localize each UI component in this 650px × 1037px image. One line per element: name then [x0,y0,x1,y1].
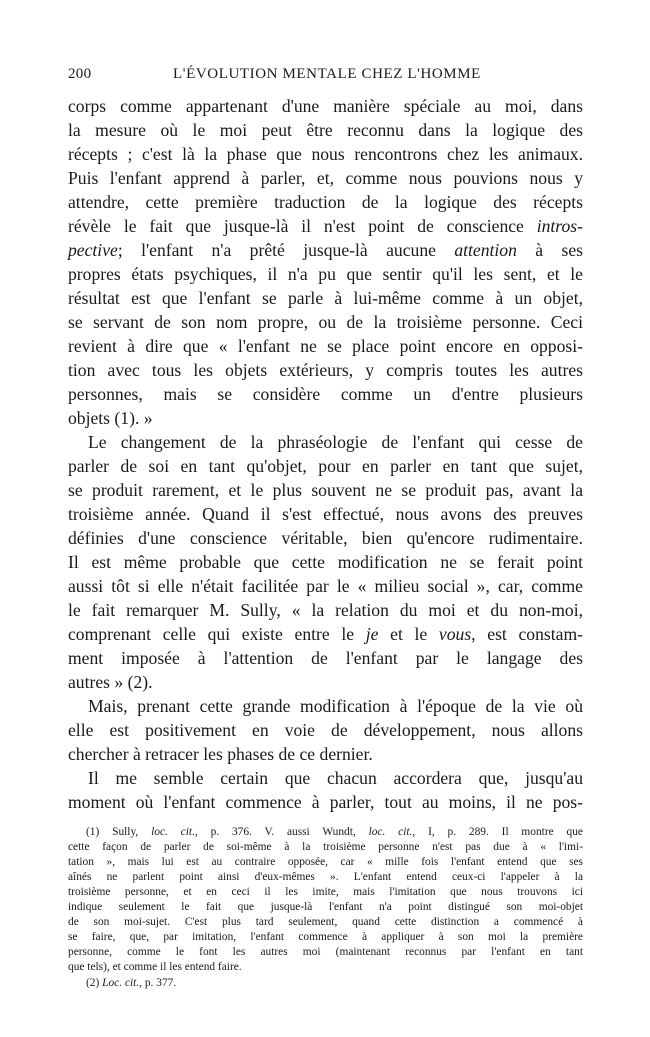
text-line: personnes, mais se considère comme un d'entre plusieurs [68,384,583,404]
italic-run: pective [68,240,118,260]
text-run: révèle le fait que jusque-là il n'est point de conscience [68,216,537,236]
text-run: (1) Sully, [86,826,152,838]
footnote-2 [86,976,583,991]
text-run: et le [378,624,439,644]
text-run: à ses [516,240,584,260]
text-line: chercher à retracer les phases de ce dernier. [68,744,373,764]
text-line: définies d'une conscience véritable, bien qu'encore rudimentaire. [68,528,583,548]
italic-run: Loc. cit. [102,977,140,989]
text-run: (2) [86,977,103,989]
footnote-line: de son moi-sujet. C'est plus tard seulement, quand cette distinction a commencé à [68,916,583,928]
italic-run: attention [454,240,517,260]
text-line: se produit rarement, et le plus souvent ne se produit pas, avant la [68,480,583,500]
text-line: propres états psychiques, il n'a pu que sentir qu'il les sent, et le [68,264,583,284]
footnote-line: aînés ne parlent point ainsi d'eux-mêmes ». L'enfant entend ceux-ci l'appeler à la [68,871,583,883]
text-line: Il est même probable que cette modification ne se ferait point [68,552,583,572]
footnote-line: personne, comme le font les autres moi (maintenant reconnus par l'enfant en tant [68,946,583,958]
paragraph-first-line: Le changement de la phraséologie de l'enfant qui cesse de [88,432,583,452]
text-line: parler de soi en tant qu'objet, pour en parler en tant que sujet, [68,456,583,476]
italic-run: je [365,624,379,644]
text-line: résultat est que l'enfant se parle à lui-même comme à un objet, [68,288,583,308]
text-line: moment où l'enfant commence à parler, tout au moins, il ne pos- [68,792,583,812]
text-line: tion avec tous les objets extérieurs, y compris toutes les autres [68,360,583,380]
text-run: , p. 376. V. aussi Wundt, [194,826,369,838]
text-line: aussi tôt si elle n'était facilitée par le « milieu social », car, comme [68,576,583,596]
text-run: comprenant celle qui existe entre le [68,624,366,644]
text-line: autres » (2). [68,672,153,692]
page-number: 200 [68,66,92,82]
text-line: revient à dire que « l'enfant ne se place point encore en opposi- [68,336,583,356]
footnote-line: troisième personne, et en ceci il les imite, mais l'imitation que nous trouvons ici [68,886,583,898]
paragraph-first-line: Il me semble certain que chacun accordera que, jusqu'au [88,768,583,788]
running-title: L'ÉVOLUTION MENTALE CHEZ L'HOMME [173,66,481,82]
footnote-line: tation », mais lui est au contraire opposée, car « mille fois l'enfant entend que ses [68,856,583,868]
text-run: , p. 377. [139,977,177,989]
footnote-line: indique seulement le fait que jusque-là l'enfant n'a point distingué son moi-objet [68,901,583,913]
text-line: la mesure où le moi peut être reconnu dans la logique des [68,120,583,140]
italic-run: loc. cit. [151,826,195,838]
text-line: troisième année. Quand il s'est effectué, nous avons des preuves [68,504,583,524]
running-header [68,66,583,88]
text-line: corps comme appartenant d'une manière spéciale au moi, dans [68,96,583,116]
text-run: est constam- [475,624,583,644]
text-line: elle est positivement en voie de développement, nous allons [68,720,583,740]
italic-run: vous, [438,624,476,644]
text-line: ment imposée à l'attention de l'enfant par le langage des [68,648,583,668]
italic-run: loc. cit. [368,826,413,838]
paragraph-first-line: Mais, prenant cette grande modification à l'époque de la vie où [88,696,583,716]
footnote-1 [86,825,583,840]
text-run: , I, p. 289. Il montre que [412,826,583,838]
text-line [68,238,583,262]
footnote-line: se faire, que, par imitation, l'enfant commence à appliquer à son moi la première [68,931,583,943]
text-line: attendre, cette première traduction de la logique des récepts [68,192,583,212]
text-line: le fait remarquer M. Sully, « la relation du moi et du non-moi, [68,600,583,620]
text-line [68,622,583,646]
text-line: se servant de son nom propre, ou de la troisième personne. Ceci [68,312,583,332]
text-line: Puis l'enfant apprend à parler, et, comme nous pouvions nous y [68,168,583,188]
text-run: ; l'enfant n'a prêté jusque-là aucune [117,240,455,260]
footnote-line: cette façon de parler de soi-même à la troisième personne n'est pas due à « l'imi- [68,841,583,853]
text-line [68,214,583,238]
text-line: objets (1). » [68,408,153,428]
text-line: récepts ; c'est là la phase que nous rencontrons chez les animaux. [68,144,583,164]
italic-run: intros- [536,216,583,236]
footnote-line: que tels), et comme il les entend faire. [68,961,242,973]
